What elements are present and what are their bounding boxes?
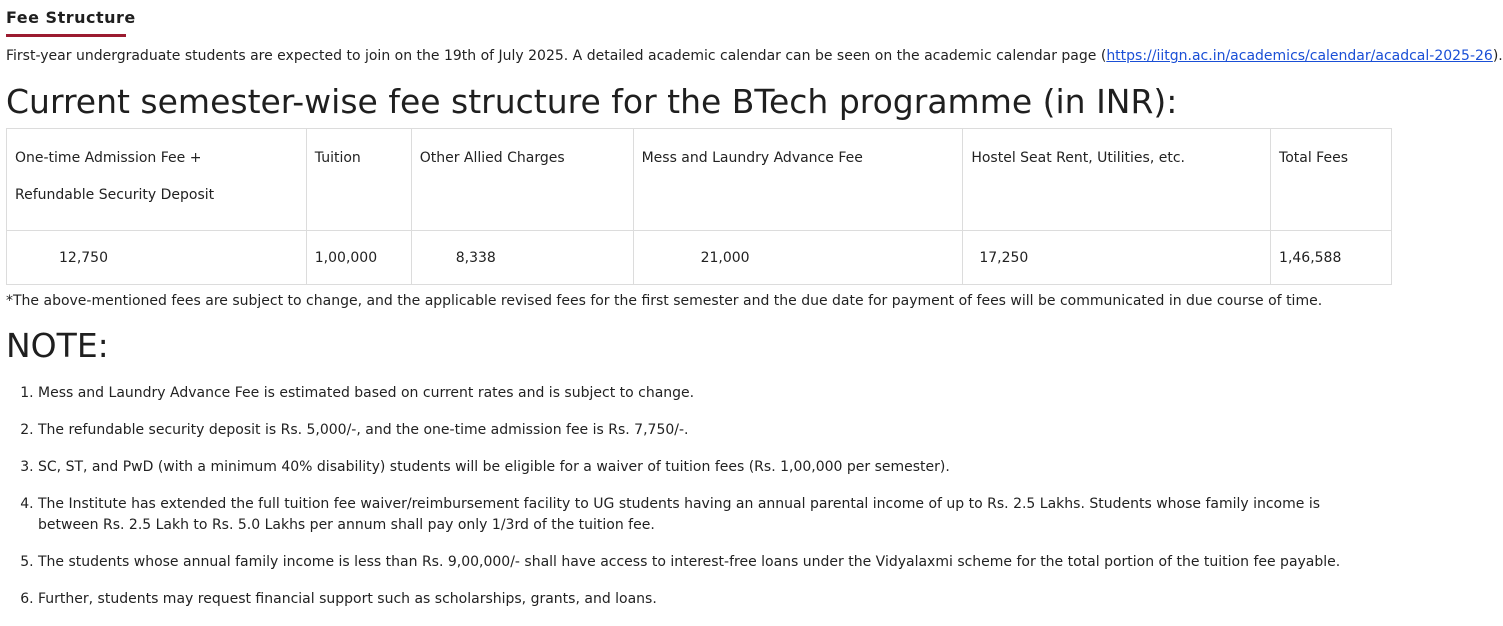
- header-tuition: [306, 129, 411, 231]
- intro-text: First-year undergraduate students are expected to join on the 19th of July 2025. A detailed academic calendar can be seen on the academic calendar page (: [6, 48, 1107, 64]
- cell-mess: 21,000: [633, 231, 963, 285]
- list-item: 1. Mess and Laundry Advance Fee is estimated based on current rates and is subject to change.: [38, 383, 1383, 404]
- header-admission-line2: Refundable Security Deposit: [15, 187, 215, 203]
- cell-total: 1,46,588: [1271, 231, 1392, 285]
- list-item: 3. SC, ST, and PwD (with a minimum 40% disability) students will be eligible for a waiver of tuition fees (Rs. 1,00,000 per semester).: [38, 457, 1383, 478]
- note-heading: NOTE:: [6, 326, 109, 365]
- fee-disclaimer: *The above-mentioned fees are subject to change, and the applicable revised fees for the first semester and the due date for payment of fees will be communicated in due course of time.: [6, 293, 1323, 309]
- table-header-row: [7, 129, 1392, 231]
- list-item: 2. The refundable security deposit is Rs. 5,000/-, and the one-time admission fee is Rs. 7,750/-.: [38, 420, 1383, 441]
- list-item: 6. Further, students may request financial support such as scholarships, grants, and loans.: [38, 589, 1383, 610]
- header-mess-label: Mess and Laundry Advance Fee: [641, 150, 863, 166]
- list-item: 5. The students whose annual family income is less than Rs. 9,00,000/- shall have access to interest-free loans under the Vidyalaxmi scheme for the total portion of the tuition fee payable.: [38, 552, 1383, 573]
- cell-hostel: 17,250: [963, 231, 1271, 285]
- page-title: Current semester-wise fee structure for the BTech programme (in INR):: [6, 82, 1178, 121]
- header-hostel-label: Hostel Seat Rent, Utilities, etc.: [971, 150, 1185, 166]
- header-admission-line1: One-time Admission Fee +: [15, 150, 202, 166]
- header-tuition-label: Tuition: [314, 150, 361, 166]
- academic-calendar-link[interactable]: https://iitgn.ac.in/academics/calendar/acadcal-2025-26: [1106, 48, 1493, 64]
- cell-allied: 8,338: [411, 231, 633, 285]
- header-allied: [411, 129, 633, 231]
- table-row: [7, 231, 1392, 285]
- notes-list: [0, 383, 1383, 626]
- list-item: 4. The Institute has extended the full tuition fee waiver/reimbursement facility to UG students having an annual parental income of up to Rs. 2.5 Lakhs. Students whose family income is between Rs. 2.5 Lakh to Rs. 5.0 Lakhs per annum shall pay only 1/3rd of the tuition fee.: [38, 494, 1383, 536]
- intro-suffix: ).: [1492, 48, 1503, 64]
- cell-tuition: 1,00,000: [306, 231, 411, 285]
- header-total-label: Total Fees: [1279, 150, 1348, 166]
- header-allied-label: Other Allied Charges: [419, 150, 565, 166]
- header-hostel: [963, 129, 1271, 231]
- header-mess: [633, 129, 963, 231]
- cell-admission: 12,750: [7, 231, 307, 285]
- fee-table: [6, 128, 1392, 285]
- header-admission: [7, 129, 307, 231]
- intro-paragraph: [6, 47, 1503, 65]
- section-tab-fee-structure[interactable]: Fee Structure: [6, 0, 126, 37]
- header-total: [1271, 129, 1392, 231]
